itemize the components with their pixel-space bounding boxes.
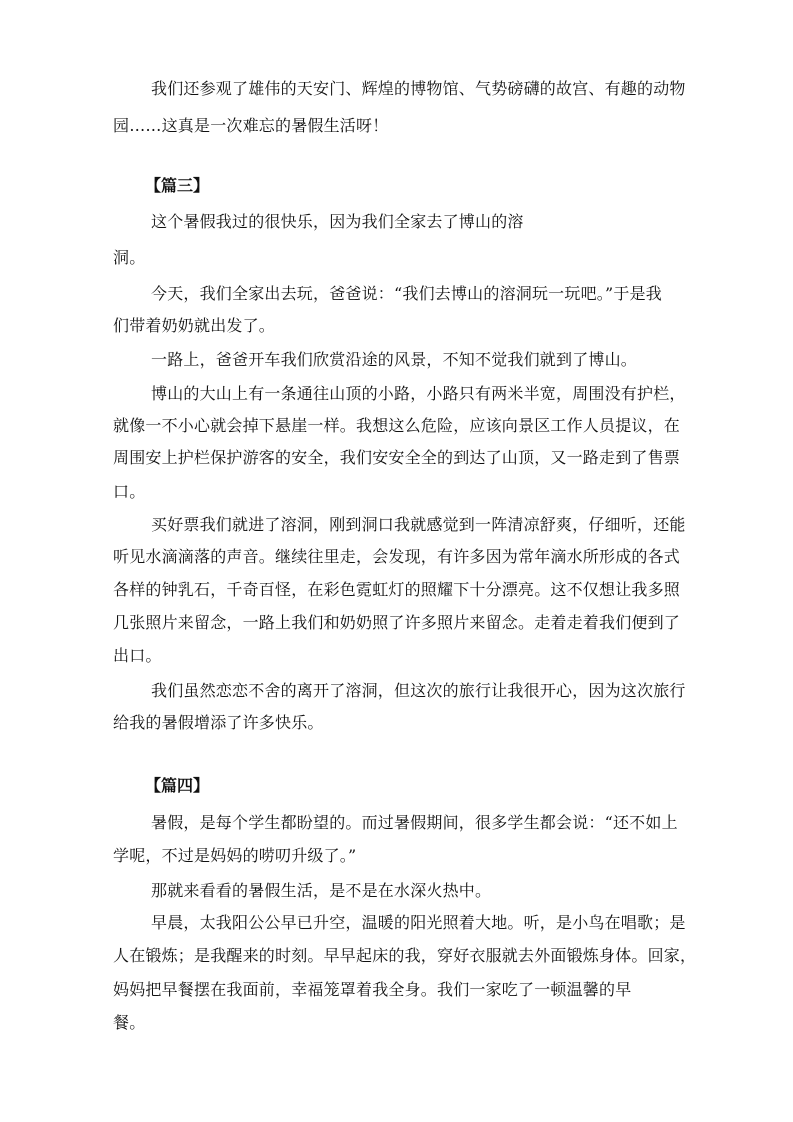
paragraph-line: 出口。 (113, 646, 162, 665)
paragraph-line: 周围安上护栏保护游客的安全，我们安安全全的到达了山顶，又一路走到了售票 (113, 448, 681, 467)
paragraph-line: 暑假，是每个学生都盼望的。而过暑假期间，很多学生都会说：“还不如上 (151, 813, 678, 832)
paragraph-line: 们带着奶奶就出发了。 (113, 316, 276, 335)
paragraph-line: 各样的钟乳石，千奇百怪，在彩色霓虹灯的照耀下十分漂亮。这不仅想让我多照 (113, 580, 681, 599)
paragraph-line: 口。 (113, 482, 146, 501)
paragraph-line: 餐。 (113, 1013, 146, 1032)
paragraph-line: 学呢，不过是妈妈的唠叨升级了。” (113, 846, 357, 865)
paragraph-line: 这个暑假我过的很快乐，因为我们全家去了博山的溶 (151, 212, 524, 231)
paragraph-line: 人在锻炼；是我醒来的时刻。早早起床的我，穿好衣服就去外面锻炼身体。回家， (113, 946, 697, 965)
paragraph-line: 给我的暑假增添了许多快乐。 (113, 713, 324, 732)
paragraph-line: 那就来看看的暑假生活，是不是在水深火热中。 (151, 881, 492, 900)
section-heading: 【篇三】 (145, 176, 210, 195)
paragraph-line: 博山的大山上有一条通往山顶的小路，小路只有两米半宽，周围没有护栏， (151, 384, 686, 403)
paragraph-line: 听见水滴滴落的声音。继续往里走，会发现，有许多因为常年滴水所形成的各式 (113, 547, 681, 566)
paragraph-line: 妈妈把早餐摆在我面前，幸福笼罩着我全身。我们一家吃了一顿温馨的早 (113, 980, 632, 999)
paragraph-line: 就像一不小心就会掉下悬崖一样。我想这么危险，应该向景区工作人员提议，在 (113, 416, 681, 435)
paragraph-line: 一路上，爸爸开车我们欣赏沿途的风景，不知不觉我们就到了博山。 (151, 350, 638, 369)
paragraph-line: 我们虽然恋恋不舍的离开了溶洞，但这次的旅行让我很开心，因为这次旅行 (151, 681, 686, 700)
paragraph-line: 今天，我们全家出去玩，爸爸说：“我们去博山的溶洞玩一玩吧。”于是我 (151, 284, 662, 303)
paragraph-line: 洞。 (113, 248, 146, 267)
paragraph-line: 我们还参观了雄伟的天安门、辉煌的博物馆、气势磅礴的故宫、有趣的动物 (151, 79, 686, 98)
paragraph-line: 买好票我们就进了溶洞，刚到洞口我就感觉到一阵清凉舒爽，仔细听，还能 (151, 515, 686, 534)
paragraph-line: 早晨，太我阳公公早已升空，温暖的阳光照着大地。听，是小鸟在唱歌；是 (151, 913, 686, 932)
paragraph-line: 园……这真是一次难忘的暑假生活呀！ (113, 116, 389, 135)
paragraph-line: 几张照片来留念，一路上我们和奶奶照了许多照片来留念。走着走着我们便到了 (113, 613, 681, 632)
section-heading: 【篇四】 (145, 776, 210, 795)
